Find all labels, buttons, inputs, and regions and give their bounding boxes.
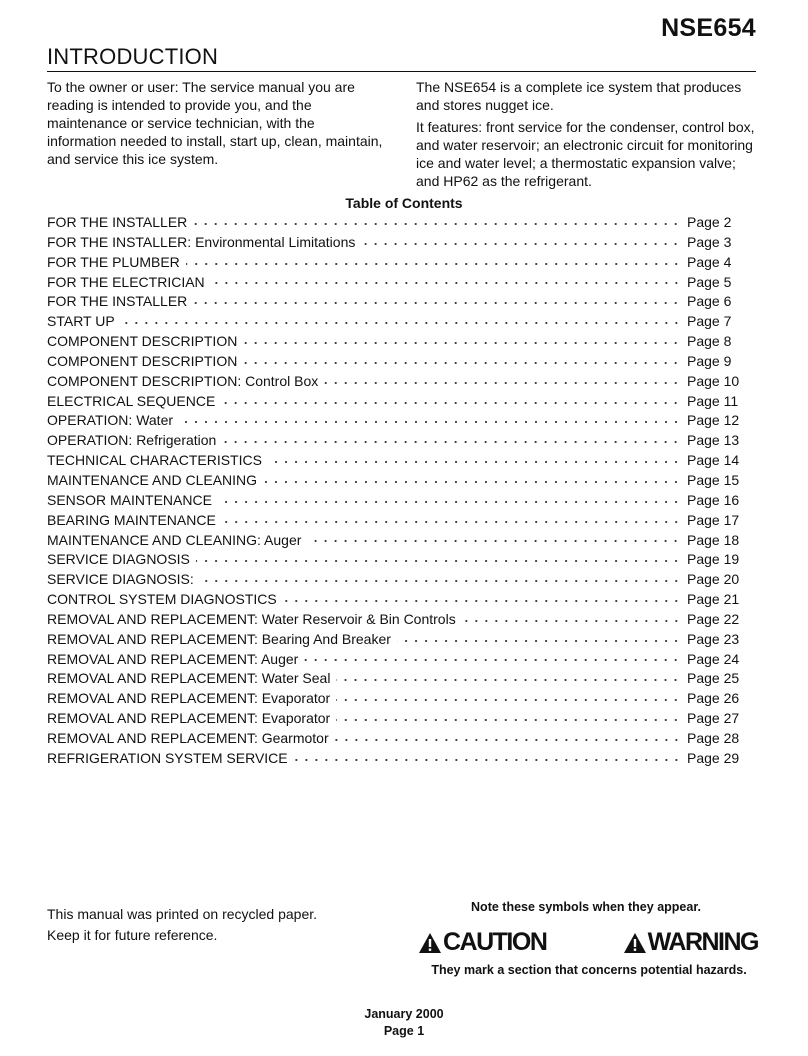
toc-entry [47, 610, 745, 630]
toc-entry-page: Page 13 [687, 432, 740, 449]
toc-entry [47, 471, 745, 491]
toc-entry-label: REMOVAL AND REPLACEMENT: Evaporator [47, 690, 331, 707]
toc-dot-leader [221, 398, 681, 408]
toc-entry-page: Page 10 [687, 372, 740, 389]
toc-entry [47, 630, 745, 650]
toc-entry-page: Page 3 [687, 233, 732, 250]
toc-dot-leader [263, 477, 681, 487]
hazard-note: They mark a section that concerns potential hazards. [431, 963, 747, 977]
toc-entry-page: Page 23 [687, 630, 740, 647]
toc-entry-label: FOR THE ELECTRICIAN [47, 273, 205, 290]
toc-entry [47, 550, 745, 570]
footer-date: January 2000 [364, 1007, 444, 1021]
intro-left-column [47, 78, 387, 172]
toc-entry-page: Page 19 [687, 551, 740, 568]
toc-dot-leader [200, 576, 681, 586]
toc-entry-label: BEARING MAINTENANCE [47, 511, 216, 528]
toc-dot-leader [186, 259, 681, 269]
toc-entry-page: Page 6 [687, 293, 732, 310]
toc-entry-page: Page 29 [687, 749, 740, 766]
toc-entry-page: Page 17 [687, 511, 740, 528]
toc-entry-page: Page 4 [687, 253, 732, 270]
toc-entry-label: MAINTENANCE AND CLEANING [47, 471, 258, 488]
footer-page-number: Page 1 [383, 1024, 425, 1038]
toc-entry [47, 392, 745, 412]
toc-entry-page: Page 20 [687, 571, 740, 588]
toc-entry [47, 253, 745, 273]
toc-entry [47, 689, 745, 709]
toc-entry [47, 292, 745, 312]
caution-label: CAUTION [443, 928, 547, 956]
toc-entry-label: REMOVAL AND REPLACEMENT: Auger [47, 650, 299, 667]
toc-entry-label: TECHNICAL CHARACTERISTICS [47, 452, 262, 469]
toc-entry [47, 431, 745, 451]
warning-triangle-icon [623, 932, 647, 954]
symbols-note: Note these symbols when they appear. [471, 900, 701, 914]
page-title: INTRODUCTION [47, 44, 219, 69]
toc-entry [47, 511, 745, 531]
toc-dot-leader [307, 536, 681, 546]
toc-dot-leader [121, 318, 681, 328]
toc-entry [47, 570, 745, 590]
toc-entry-label: REMOVAL AND REPLACEMENT: Evaporator [47, 710, 331, 727]
model-number: NSE654 [661, 14, 756, 42]
toc-dot-leader [397, 636, 681, 646]
toc-dot-leader [283, 596, 681, 606]
toc-entry-label: FOR THE INSTALLER [47, 214, 188, 230]
toc-entry-page: Page 24 [687, 650, 740, 667]
page-footer [0, 1006, 808, 1040]
toc-entry [47, 213, 745, 233]
toc-entry-label: MAINTENANCE AND CLEANING: Auger [47, 531, 302, 548]
toc-dot-leader [361, 239, 681, 249]
toc-dot-leader [268, 457, 681, 467]
toc-entry [47, 233, 745, 253]
intro-owner-paragraph: To the owner or user: The service manual you are reading is intended to provide you, and the maintenance or service technician, with the information needed to install, start up, clean, maintain, and service this ice system. [47, 79, 383, 167]
toc-entry [47, 451, 745, 471]
toc-entry-label: REMOVAL AND REPLACEMENT: Bearing And Breaker [47, 630, 391, 647]
toc-entry-page: Page 18 [687, 531, 740, 548]
toc-entry-label: FOR THE INSTALLER [47, 293, 188, 310]
toc-entry-page: Page 12 [687, 412, 740, 429]
toc-entry-page: Page 26 [687, 690, 740, 707]
toc-entry-label: REMOVAL AND REPLACEMENT: Water Seal [47, 670, 331, 687]
toc-entry-label: REMOVAL AND REPLACEMENT: Gearmotor [47, 729, 329, 746]
warning-symbol [623, 928, 758, 957]
keep-reference-line: Keep it for future reference. [47, 927, 218, 943]
toc-entry-page: Page 11 [687, 392, 739, 409]
toc-dot-leader [222, 437, 681, 447]
toc-entry [47, 332, 745, 352]
toc-dot-leader [196, 556, 681, 566]
toc-entry-page: Page 8 [687, 333, 732, 350]
toc-entry [47, 491, 745, 511]
toc-entry-page: Page 9 [687, 352, 732, 369]
toc-entry [47, 273, 745, 293]
toc-entry-label: FOR THE INSTALLER: Environmental Limitations [47, 233, 356, 250]
toc-entry-page: Page 27 [687, 710, 740, 727]
toc-entry-label: REFRIGERATION SYSTEM SERVICE [47, 749, 288, 766]
toc-entry-page: Page 16 [687, 491, 740, 508]
toc-dot-leader [336, 715, 681, 725]
intro-system-paragraph: The NSE654 is a complete ice system that produces and stores nugget ice. [416, 79, 742, 113]
toc-entry-label: SERVICE DIAGNOSIS: [47, 571, 194, 588]
toc-entry-label: OPERATION: Refrigeration [47, 432, 217, 449]
toc-entry-page: Page 5 [687, 273, 732, 290]
toc-entry [47, 709, 745, 729]
toc-entry-label: COMPONENT DESCRIPTION: Control Box [47, 372, 319, 389]
toc-dot-leader [335, 735, 681, 745]
toc-entry [47, 372, 745, 392]
toc-entry-page: Page 7 [687, 313, 732, 330]
warning-label: WARNING [647, 928, 758, 956]
toc-dot-leader [462, 616, 681, 626]
toc-title: Table of Contents [345, 195, 463, 211]
toc-entry-label: ELECTRICAL SEQUENCE [47, 392, 216, 409]
toc-entry-page: Page 15 [687, 471, 740, 488]
toc-entry-label: COMPONENT DESCRIPTION [47, 333, 238, 350]
hazard-symbols [418, 928, 758, 957]
toc-entry-label: CONTROL SYSTEM DIAGNOSTICS [47, 591, 277, 608]
intro-right-column [416, 78, 758, 194]
toc-entry [47, 590, 745, 610]
toc-entry-page: Page 28 [687, 729, 740, 746]
toc-dot-leader [218, 497, 681, 507]
intro-features-paragraph: It features: front service for the condenser, control box, and water reservoir; an electronic circuit for monitoring ice and water level; a thermostatic expansion valve; and HP62 as the refrigerant. [416, 119, 755, 189]
toc-dot-leader [193, 219, 681, 229]
toc-entry-label: SERVICE DIAGNOSIS [47, 551, 190, 568]
toc-entry [47, 669, 745, 689]
toc-dot-leader [304, 655, 681, 665]
toc-dot-leader [324, 378, 681, 388]
toc-dot-leader [179, 417, 681, 427]
toc-entry-label: REMOVAL AND REPLACEMENT: Water Reservoir & Bin Controls [47, 610, 456, 627]
toc-dot-leader [336, 695, 681, 705]
toc-dot-leader [294, 755, 681, 765]
recycled-note [47, 904, 317, 946]
toc-entry-page: Page 14 [687, 452, 740, 469]
toc-entry [47, 352, 745, 372]
caution-symbol [418, 928, 546, 957]
toc-entry-page: Page 21 [687, 591, 740, 608]
table-of-contents [47, 213, 745, 769]
toc-entry [47, 411, 745, 431]
toc-dot-leader [243, 358, 681, 368]
toc-entry-label: OPERATION: Water [47, 412, 174, 429]
toc-dot-leader [211, 278, 681, 288]
toc-dot-leader [336, 675, 681, 685]
toc-dot-leader [222, 517, 681, 527]
toc-entry [47, 312, 745, 332]
toc-entry-page: Page 22 [687, 610, 740, 627]
toc-entry-label: SENSOR MAINTENANCE [47, 491, 212, 508]
caution-triangle-icon [418, 932, 442, 954]
toc-entry [47, 749, 745, 769]
toc-entry-label: START UP [47, 313, 115, 330]
toc-entry-label: FOR THE PLUMBER [47, 253, 180, 270]
toc-dot-leader [193, 298, 681, 308]
toc-entry-page: Page 2 [687, 214, 732, 230]
toc-entry [47, 729, 745, 749]
toc-dot-leader [243, 338, 681, 348]
toc-entry-label: COMPONENT DESCRIPTION [47, 352, 238, 369]
toc-entry-page: Page 25 [687, 670, 740, 687]
title-divider [47, 71, 756, 72]
recycled-line: This manual was printed on recycled paper. [47, 906, 318, 922]
toc-entry [47, 650, 745, 670]
toc-entry [47, 531, 745, 551]
